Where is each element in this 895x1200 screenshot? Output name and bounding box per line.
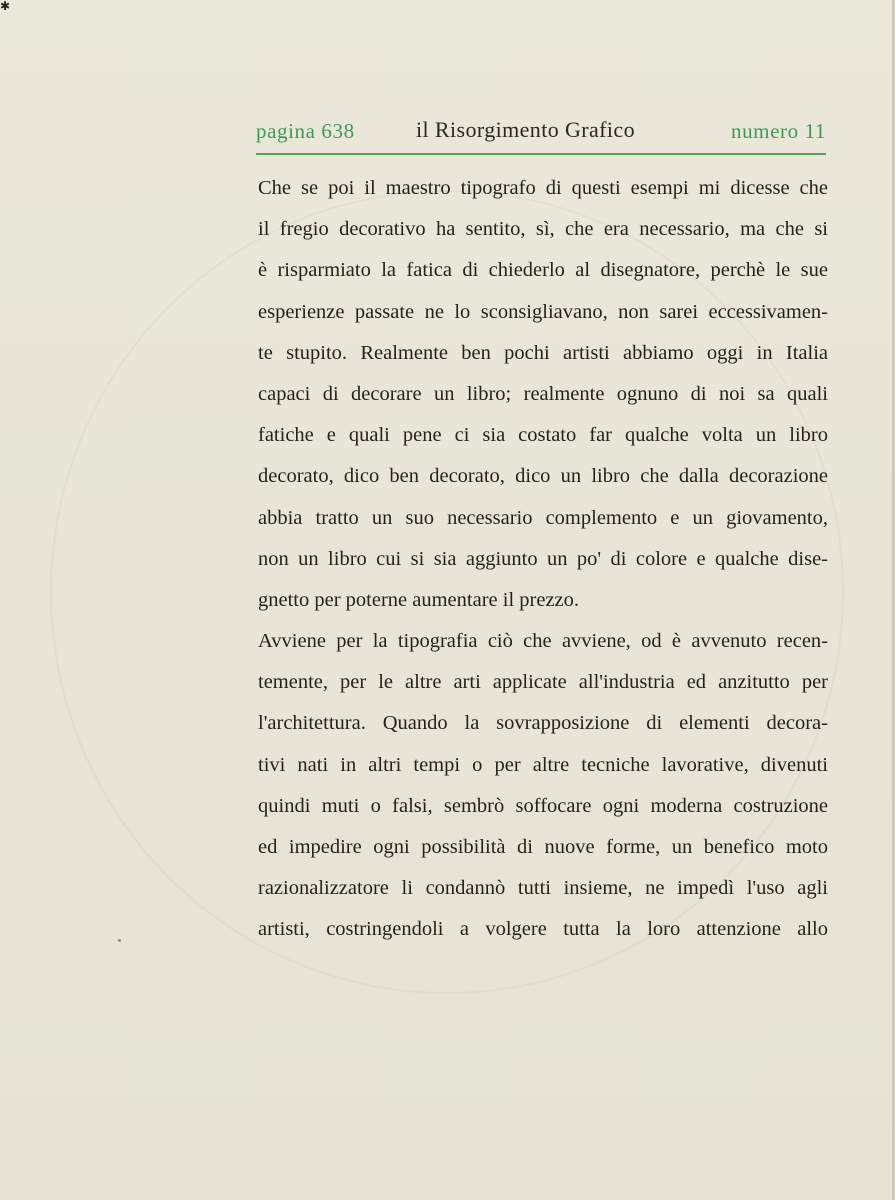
text-line: è risparmiato la fatica di chiederlo al disegnatore, perchè le sue [258,259,828,282]
page-number: pagina 638 [256,119,355,143]
corner-mark-icon: ✱ [0,0,11,13]
issue-number: numero 11 [730,119,826,143]
text-line: quindi muti o falsi, sembrò soffocare ogni moderna costruzione [258,794,828,817]
text-line: Avviene per la tipografia ciò che avviene, od è avvenuto recen- [258,630,828,653]
journal-title: il Risorgimento Grafico [416,117,635,142]
text-line: decorato, dico ben decorato, dico un libro che dalla decorazione [258,465,828,488]
text-line: te stupito. Realmente ben pochi artisti abbiamo oggi in Italia [258,341,828,364]
text-line: non un libro cui si sia aggiunto un po' di colore e qualche dise- [258,547,828,570]
body-text [258,168,828,951]
text-line: l'architettura. Quando la sovrapposizione di elementi decora- [258,712,828,735]
text-line: temente, per le altre arti applicate all'industria ed anzitutto per [258,671,828,694]
margin-dot [118,939,121,942]
header-rule [256,153,826,155]
text-line: il fregio decorativo ha sentito, sì, che era necessario, ma che si [258,218,828,241]
text-line: gnetto per poterne aumentare il prezzo. [258,588,580,611]
text-line: abbia tratto un suo necessario complemento e un giovamento, [258,506,828,529]
text-line: capaci di decorare un libro; realmente ognuno di noi sa quali [258,382,828,405]
text-line: fatiche e quali pene ci sia costato far qualche volta un libro [258,424,828,447]
text-line: ed impedire ogni possibilità di nuove forme, un benefico moto [258,836,828,858]
text-line: Che se poi il maestro tipografo di questi esempi mi dicesse che [258,177,828,199]
text-line: tivi nati in altri tempi o per altre tecniche lavorative, divenuti [258,753,828,776]
text-line: esperienze passate ne lo sconsigliavano, non sarei eccessivamen- [258,300,828,323]
text-line: artisti, costringendoli a volgere tutta la loro attenzione allo [258,918,828,941]
text-line: razionalizzatore li condannò tutti insieme, ne impedì l'uso agli [258,877,828,900]
running-header [256,113,826,153]
